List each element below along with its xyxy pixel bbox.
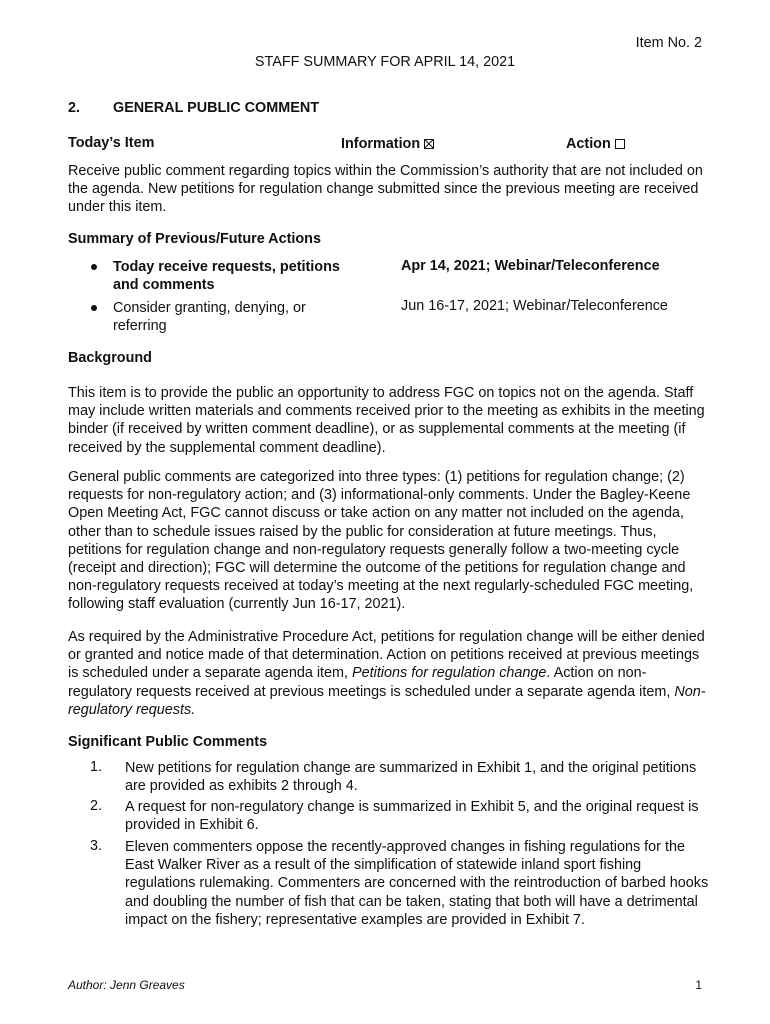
page-number: 1 (695, 978, 702, 992)
non-regulatory-agenda-item: Non-regulatory requests. (68, 683, 706, 718)
background-paragraph-1: This item is to provide the public an opportunity to address FGC on topics not on the agenda. Staff may include written materials and comments received prior to the meeting as exhibits in the meeting binder (if received by written comment deadline), or as supplemental comments at the meeting (if received by the supplemental comment deadline). (68, 385, 705, 456)
action-item: Today receive requests, petitions and comments (113, 259, 340, 293)
bullet-icon (91, 305, 97, 311)
author-footer: Author: Jenn Greaves (68, 978, 185, 992)
summary-title: STAFF SUMMARY FOR APRIL 14, 2021 (254, 54, 516, 70)
list-number: 2. (90, 798, 103, 814)
information-field (341, 136, 434, 152)
list-item: Eleven commenters oppose the recently-approved changes in fishing regulations for the East Walker River as a result of the simplification of statewide inland sport fishing regulations rulemaking. Commenters are concerned with the reintroduction of barbed hooks and doubling the number of fish that can be taken, stating that both will have a detrimental impact on the fishery; representative examples are provided in Exhibit 7. (125, 839, 709, 928)
action-field (566, 136, 625, 152)
item-number: Item No. 2 (635, 35, 702, 51)
petitions-agenda-item: Petitions for regulation change (352, 665, 547, 682)
action-item: Consider granting, denying, or referring (113, 300, 306, 334)
list-item: New petitions for regulation change are summarized in Exhibit 1, and the original petitions are provided as exhibits 2 through 4. (125, 760, 697, 795)
background-heading: Background (68, 350, 152, 366)
background-paragraph-2: General public comments are categorized into three types: (1) petitions for regulation change; (2) requests for non-regulatory action; and (3) informational-only comments. Under the Bagley-Keene Open Meeting Act, FGC cannot discuss or take action on any matter not included on the agenda, other than to schedule issues raised by the public for consideration at future meetings. Thus, petitions for regulation change and non-regulatory requests generally follow a two-meeting cycle (receipt and direction); FGC will determine the outcome of the petitions for regulation change and non-regulatory requests received at today’s meeting at the next regularly-scheduled FGC meeting, following staff evaluation (currently Jun 16-17, 2021). (68, 469, 694, 613)
section-title: GENERAL PUBLIC COMMENT (113, 100, 320, 116)
significant-comments-heading: Significant Public Comments (68, 734, 268, 750)
intro-paragraph: Receive public comment regarding topics within the Commission’s authority that are not included on the agenda. New petitions for regulation change submitted since the previous meeting are received under this item. (68, 163, 703, 216)
bullet-icon (91, 264, 97, 270)
information-checkbox (424, 139, 434, 149)
list-item: A request for non-regulatory change is summarized in Exhibit 5, and the original request is provided in Exhibit 6. (125, 799, 699, 834)
list-number: 1. (90, 759, 103, 775)
action-label: Action (566, 136, 611, 152)
todays-item-label: Today’s Item (68, 135, 155, 151)
background-paragraph-3: As required by the Administrative Procedure Act, petitions for regulation change will be either denied or granted and notice made of that determination. Action on petitions received at previous meetings is scheduled under a separate agenda item, Petitions for regulation change. Action on non-regulatory requests received at previous meetings is scheduled under a separate agenda item, Non-regulatory requests. (68, 629, 706, 718)
action-date: Apr 14, 2021; Webinar/Teleconference (401, 258, 660, 274)
list-number: 3. (90, 838, 103, 854)
action-date: Jun 16-17, 2021; Webinar/Teleconference (401, 298, 668, 314)
information-label: Information (341, 136, 421, 152)
section-number: 2. (68, 100, 81, 116)
summary-actions-heading: Summary of Previous/Future Actions (68, 231, 321, 247)
action-checkbox (615, 139, 625, 149)
